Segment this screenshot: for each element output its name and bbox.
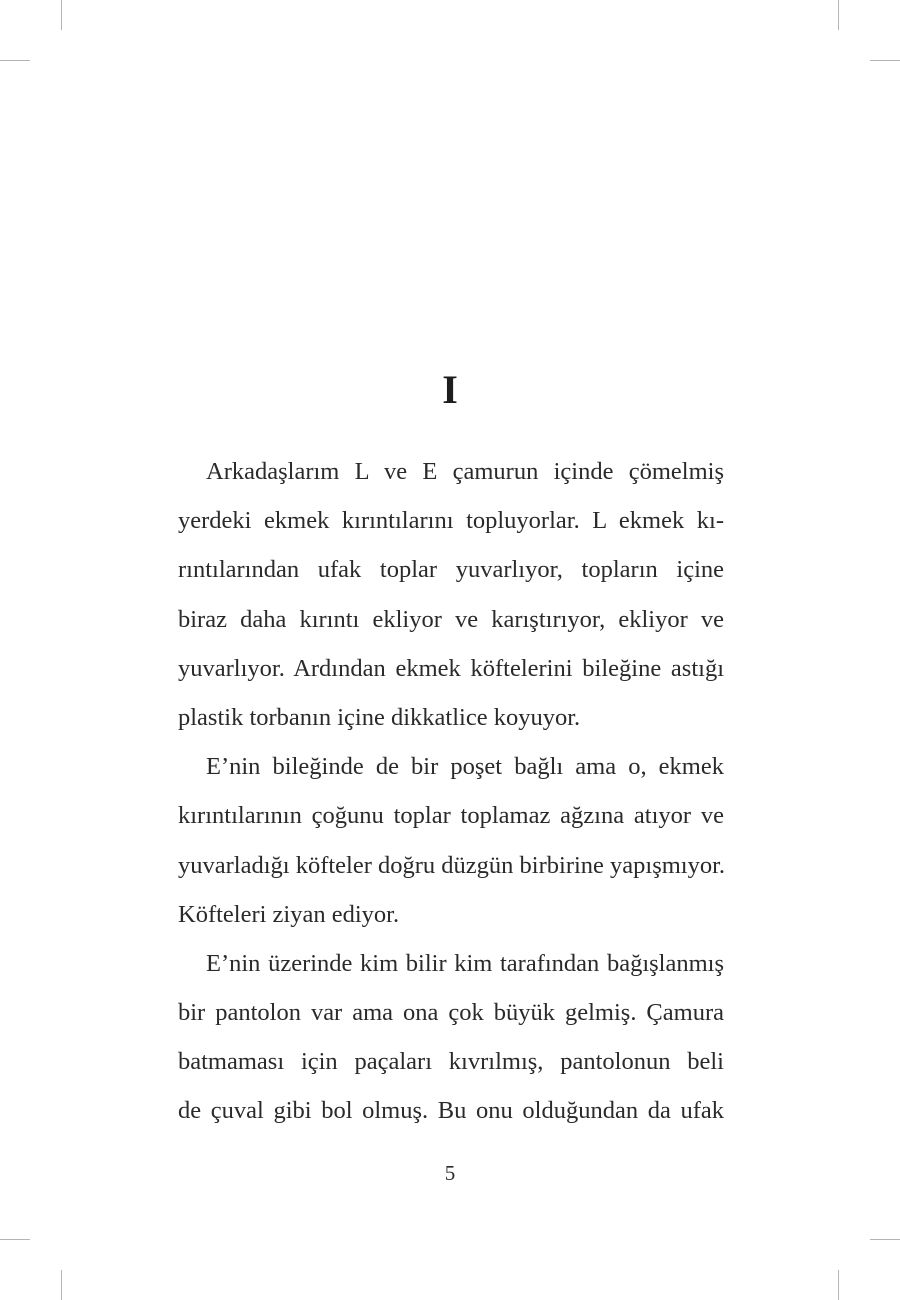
crop-mark-bottom-right <box>838 1270 839 1300</box>
body-text <box>178 447 724 1136</box>
text-line: rıntılarından ufak toplar yuvarlıyor, topların içine <box>178 556 724 584</box>
page-number: 5 <box>444 1161 456 1185</box>
crop-mark-top-right-horizontal <box>870 60 900 61</box>
crop-mark-bottom-left-horizontal <box>0 1239 30 1240</box>
crop-mark-bottom-left <box>61 1270 62 1300</box>
text-line: E’nin bileğinde de bir poşet bağlı ama o, ekmek <box>206 753 724 781</box>
text-line: kırıntılarının çoğunu toplar toplamaz ağzına atıyor ve <box>178 802 724 830</box>
text-line: batmaması için paçaları kıvrılmış, pantolonun beli <box>178 1048 724 1076</box>
crop-mark-top-left-horizontal <box>0 60 30 61</box>
text-line: plastik torbanın içine dikkatlice koyuyor. <box>178 703 581 731</box>
text-line: Arkadaşlarım L ve E çamurun içinde çömelmiş <box>206 458 724 485</box>
text-line: yuvarladığı köfteler doğru düzgün birbirine yapışmıyor. <box>178 851 726 879</box>
crop-mark-top-right <box>838 0 839 30</box>
text-line: Köfteleri ziyan ediyor. <box>178 900 400 928</box>
text-line: de çuval gibi bol olmuş. Bu onu olduğundan da ufak <box>178 1097 724 1125</box>
crop-mark-bottom-right-horizontal <box>870 1239 900 1240</box>
chapter-number: I <box>442 367 458 412</box>
text-line: biraz daha kırıntı ekliyor ve karıştırıyor, ekliyor ve <box>178 605 724 633</box>
text-line: E’nin üzerinde kim bilir kim tarafından bağışlanmış <box>206 949 724 977</box>
crop-mark-top-left <box>61 0 62 30</box>
text-line: yuvarlıyor. Ardından ekmek köftelerini bileğine astığı <box>178 654 724 682</box>
text-line: yerdeki ekmek kırıntılarını topluyorlar. L ekmek kı- <box>178 507 724 535</box>
text-line: bir pantolon var ama ona çok büyük gelmiş. Çamura <box>178 999 724 1027</box>
